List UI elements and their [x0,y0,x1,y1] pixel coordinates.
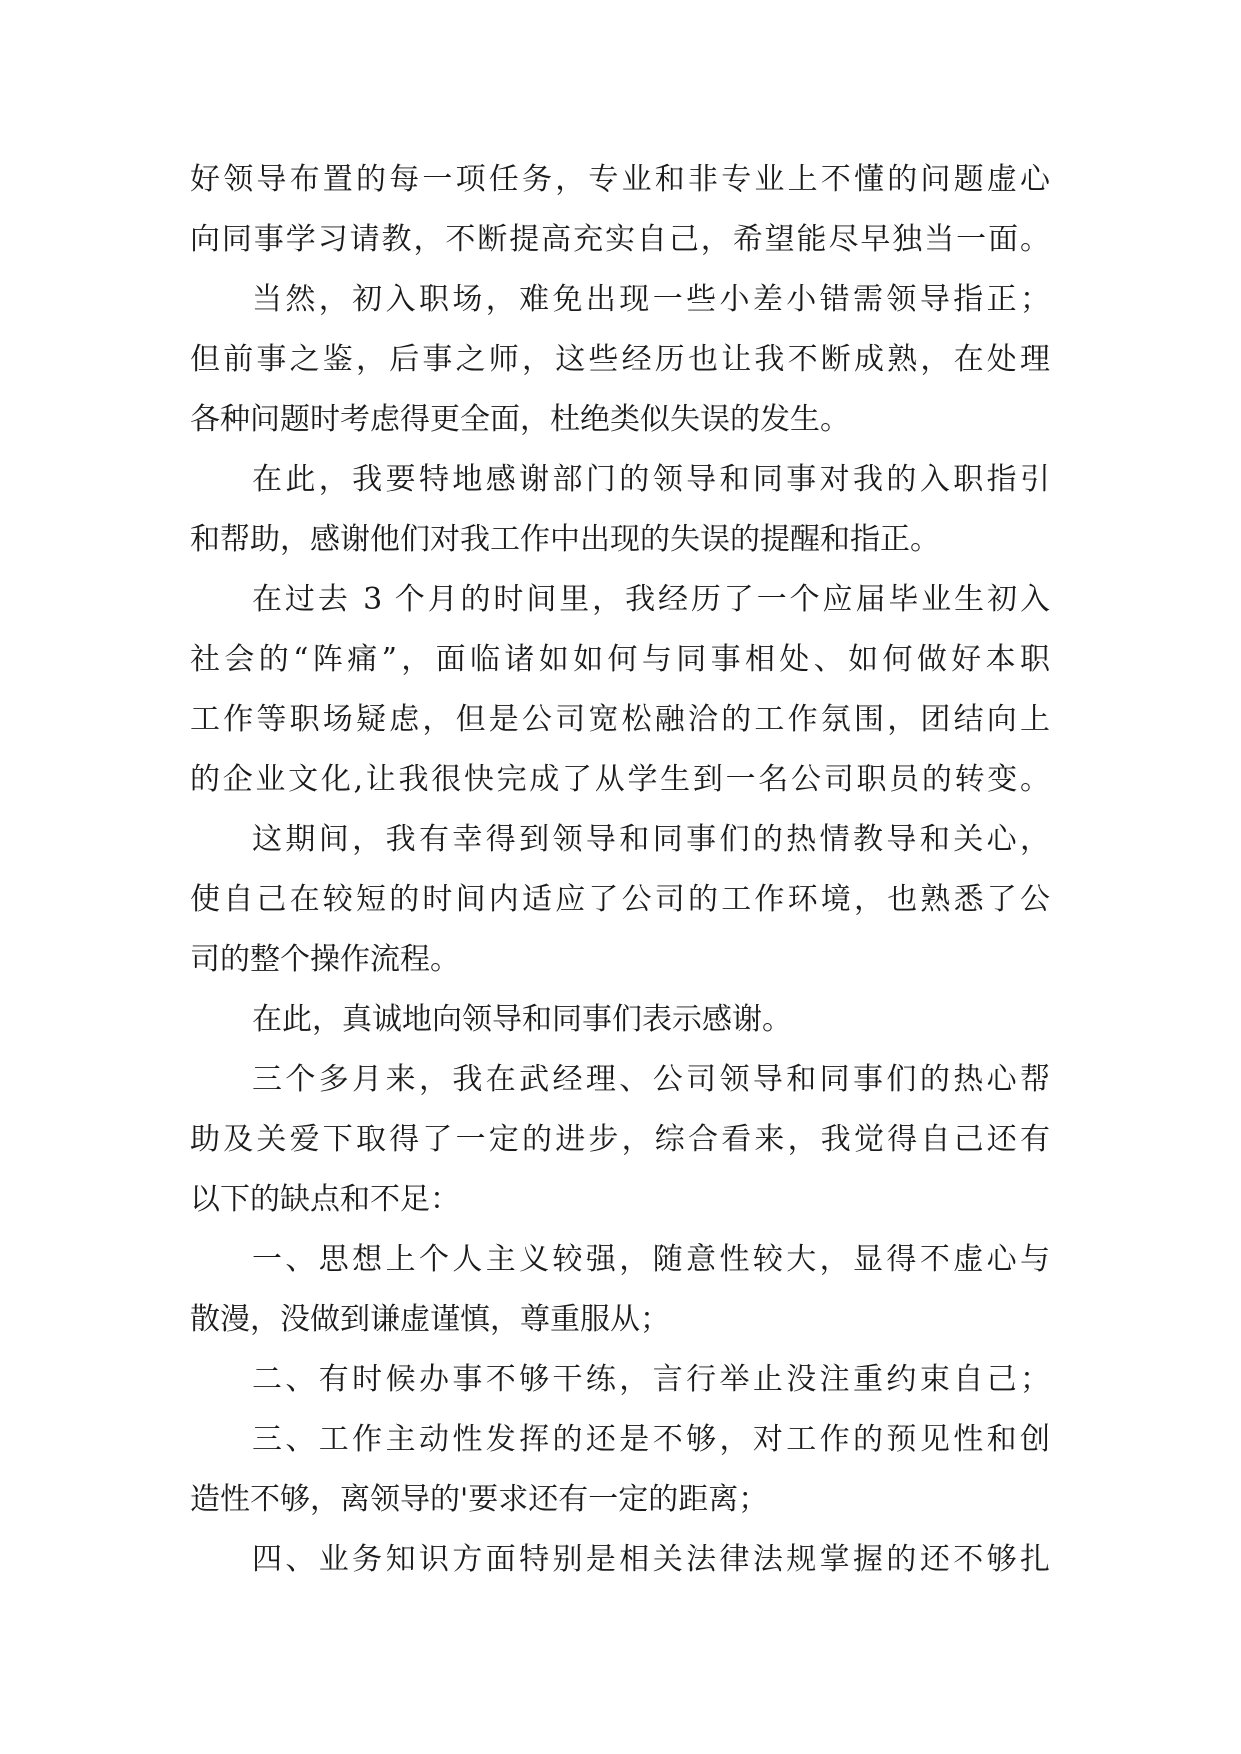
text-line: 四、业务知识方面特别是相关法律法规掌握的还不够扎 [252,1542,1050,1577]
text-line: 工作等职场疑虑，但是公司宽松融洽的工作氛围，团结向上 [190,702,1050,737]
text-line: 使自己在较短的时间内适应了公司的工作环境，也熟悉了公 [190,882,1050,917]
text-line: 社会的“阵痛”，面临诸如如何与同事相处、如何做好本职 [190,642,1050,677]
text-line: 以下的缺点和不足： [190,1182,460,1217]
text-line: 这期间，我有幸得到领导和同事们的热情教导和关心， [252,822,1050,857]
text-line: 在此，真诚地向领导和同事们表示感谢。 [252,1002,792,1037]
text-line: 的企业文化,让我很快完成了从学生到一名公司职员的转变。 [190,762,1050,797]
document-body [190,150,1050,1590]
text-line: 造性不够，离领导的'要求还有一定的距离； [190,1482,769,1517]
text-line: 各种问题时考虑得更全面，杜绝类似失误的发生。 [190,402,850,437]
text-line: 二、有时候办事不够干练，言行举止没注重约束自己； [252,1362,1050,1397]
text-line: 但前事之鉴，后事之师，这些经历也让我不断成熟，在处理 [190,342,1050,377]
text-line: 好领导布置的每一项任务，专业和非专业上不懂的问题虚心 [190,162,1050,197]
text-line: 助及关爱下取得了一定的进步，综合看来，我觉得自己还有 [190,1122,1050,1157]
text-line: 和帮助，感谢他们对我工作中出现的失误的提醒和指正。 [190,522,940,557]
text-line: 在此，我要特地感谢部门的领导和同事对我的入职指引 [252,462,1050,497]
text-line: 司的整个操作流程。 [190,942,460,977]
text-line: 一、思想上个人主义较强，随意性较大，显得不虚心与 [252,1242,1050,1277]
text-line: 在过去 3 个月的时间里，我经历了一个应届毕业生初入 [252,582,1050,617]
text-line: 当然，初入职场，难免出现一些小差小错需领导指正； [252,282,1050,317]
text-line: 三个多月来，我在武经理、公司领导和同事们的热心帮 [252,1062,1050,1097]
text-line: 向同事学习请教，不断提高充实自己，希望能尽早独当一面。 [190,222,1050,257]
text-line: 三、工作主动性发挥的还是不够，对工作的预见性和创 [252,1422,1050,1457]
text-line: 散漫，没做到谦虚谨慎，尊重服从； [190,1302,670,1337]
